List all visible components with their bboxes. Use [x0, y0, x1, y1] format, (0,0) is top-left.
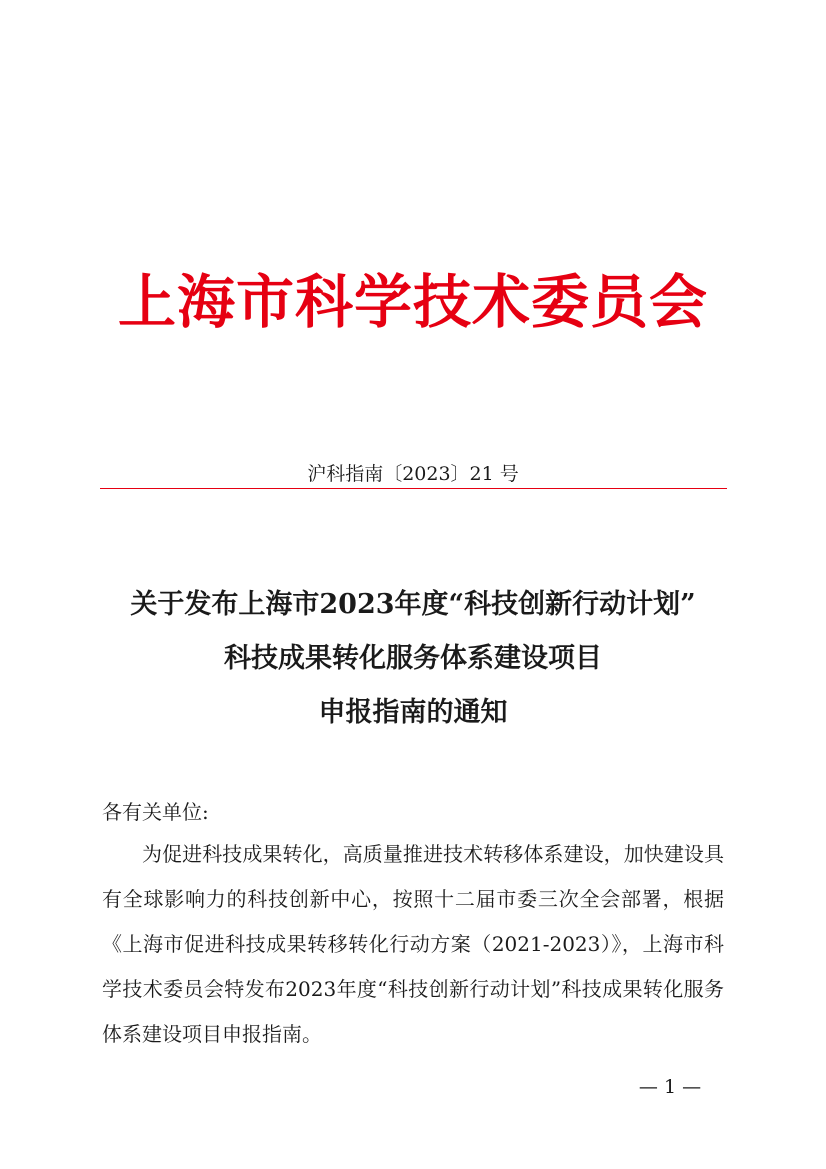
page-number: — 1 —: [638, 1076, 702, 1098]
body-paragraph: 为促进科技成果转化，高质量推进技术转移体系建设，加快建设具有全球影响力的科技创新中心，按照十二届市委三次全会部署，根据《上海市促进科技成果转移转化行动方案（2021-2023）》，上海市科学技术委员会特发布2023年度“科技创新行动计划”科技成果转化服务体系建设项目申报指南。: [102, 842, 724, 1046]
red-divider-line: [100, 488, 727, 489]
title-line-1: 关于发布上海市2023年度“科技创新行动计划”: [130, 589, 696, 620]
document-title: [60, 578, 766, 740]
title-line-2: 科技成果转化服务体系建设项目: [224, 643, 602, 674]
issuing-agency-masthead: 上海市科学技术委员会: [117, 268, 708, 336]
document-number: 沪科指南〔2023〕21 号: [307, 463, 519, 485]
title-line-3: 申报指南的通知: [318, 697, 508, 728]
salutation: 各有关单位:: [102, 800, 209, 824]
